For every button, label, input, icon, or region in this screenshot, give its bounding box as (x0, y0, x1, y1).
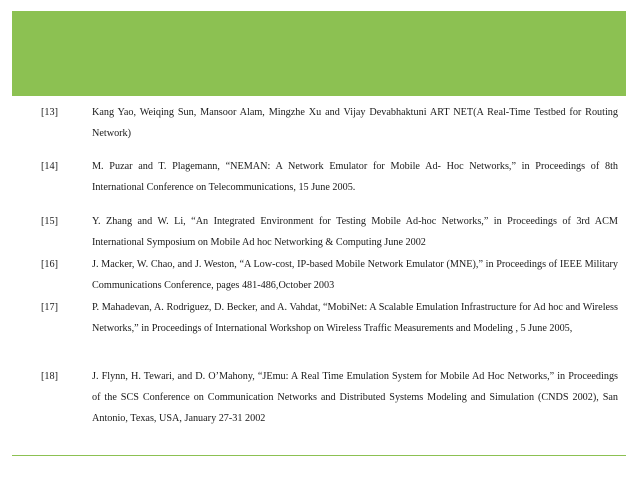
reference-text: J. Flynn, H. Tewari, and D. O’Mahony, “JEmu: A Real Time Emulation System for Mobile Ad Hoc Networks,” in Proceedings of the SCS Conference on Communication Networks and Distributed Systems Modeling and Simulation (CNDS 2002), San Antonio, Texas, USA, January 27-31 2002 (92, 371, 618, 424)
reference-text: Kang Yao, Weiqing Sun, Mansoor Alam, Mingzhe Xu and Vijay Devabhaktuni ART NET(A Real-Time Testbed for Routing Network) (92, 107, 618, 139)
footer-rule (12, 455, 626, 456)
reference-text: Y. Zhang and W. Li, “An Integrated Environment for Testing Mobile Ad-hoc Networks,” in Proceedings of 3rd ACM International Symposium on Mobile Ad hoc Networking & Computing June 2002 (92, 216, 618, 248)
reference-number: [17] (41, 302, 58, 313)
reference-number: [13] (41, 107, 58, 118)
reference-text: P. Mahadevan, A. Rodriguez, D. Becker, and A. Vahdat, “MobiNet: A Scalable Emulation Infrastructure for Ad hoc and Wireless Networks,” in Proceedings of International Workshop on Wireless Traffic Measurements and Modeling , 5 June 2005, (92, 302, 618, 334)
reference-text: J. Macker, W. Chao, and J. Weston, “A Low-cost, IP-based Mobile Network Emulator (MNE),” in Proceedings of IEEE Military Communications Conference, pages 481-486,October 2003 (92, 259, 618, 291)
reference-number: [16] (41, 259, 58, 270)
reference-number: [15] (41, 216, 58, 227)
reference-number: [14] (41, 161, 58, 172)
header-band (12, 11, 626, 96)
reference-text: M. Puzar and T. Plagemann, “NEMAN: A Network Emulator for Mobile Ad- Hoc Networks,” in Proceedings of 8th International Conference on Telecommunications, 15 June 2005. (92, 161, 618, 193)
reference-number: [18] (41, 371, 58, 382)
